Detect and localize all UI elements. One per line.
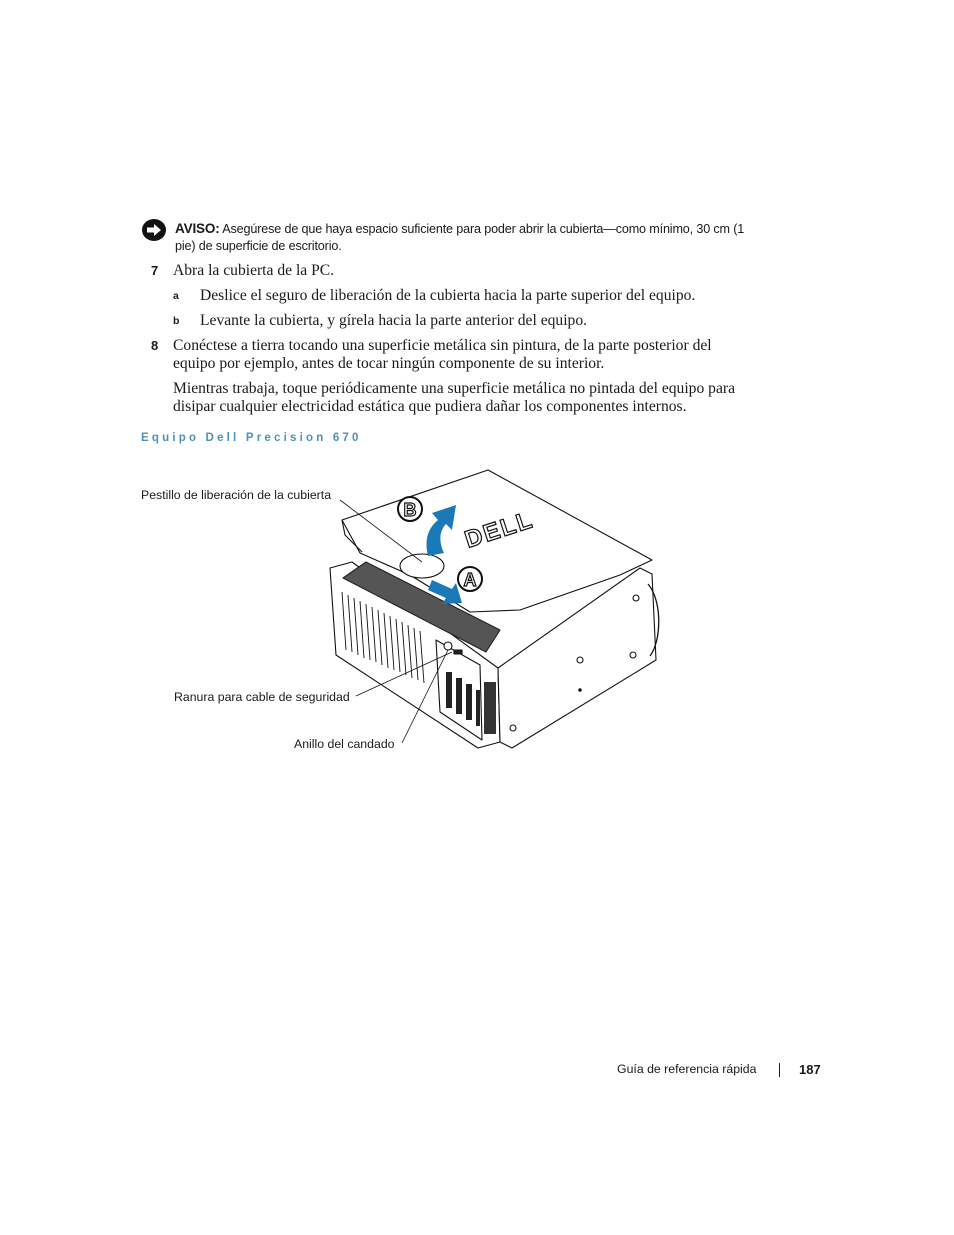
footer-title: Guía de referencia rápida [617, 1062, 757, 1076]
substep-letter-b: b [173, 315, 180, 327]
io-port-column [484, 682, 496, 734]
expansion-slot-2 [456, 678, 462, 714]
substep-b-text: Levante la cubierta, y gírela hacia la parte anterior del equipo. [200, 312, 588, 329]
footer-separator [779, 1063, 780, 1077]
expansion-slot-1 [446, 672, 452, 708]
notice-label: AVISO: [175, 221, 220, 236]
marker-a: A [463, 570, 477, 590]
callout-padlock-ring: Anillo del candado [294, 737, 395, 751]
step-8-note-line2: disipar cualquier electricidad estática que pudiera dañar los componentes internos. [173, 398, 687, 415]
expansion-slot-3 [466, 684, 472, 720]
marker-b: B [403, 500, 417, 520]
step-number-7: 7 [151, 263, 159, 278]
cover-latch [400, 554, 444, 578]
security-slot [454, 650, 462, 654]
step-8-note-line1: Mientras trabaja, toque periódicamente una superficie metálica no pintada del equipo para [173, 380, 736, 397]
step-8-text-line1: Conéctese a tierra tocando una superficie metálica sin pintura, de la parte posterior del [173, 337, 712, 354]
step-7-text: Abra la cubierta de la PC. [173, 262, 335, 279]
substep-letter-a: a [173, 290, 179, 302]
notice-body: Asegúrese de que haya espacio suficiente para poder abrir la cubierta—como mínimo, 30 cm (1 pie) de superficie de escritorio. [175, 222, 745, 253]
callout-security-slot: Ranura para cable de seguridad [174, 690, 350, 704]
figure-caption: Equipo Dell Precision 670 [141, 432, 362, 444]
step-8-text-line2: equipo por ejemplo, antes de tocar ningún componente de su interior. [173, 355, 605, 372]
substep-a-text: Deslice el seguro de liberación de la cubierta hacia la parte superior del equipo. [200, 287, 696, 304]
step-number-8: 8 [151, 338, 159, 353]
padlock-ring [444, 642, 452, 650]
dell-logo: DELL [461, 506, 538, 554]
expansion-slot-4 [476, 690, 480, 726]
page-number: 187 [799, 1062, 821, 1077]
callout-cover-latch: Pestillo de liberación de la cubierta [141, 488, 332, 502]
